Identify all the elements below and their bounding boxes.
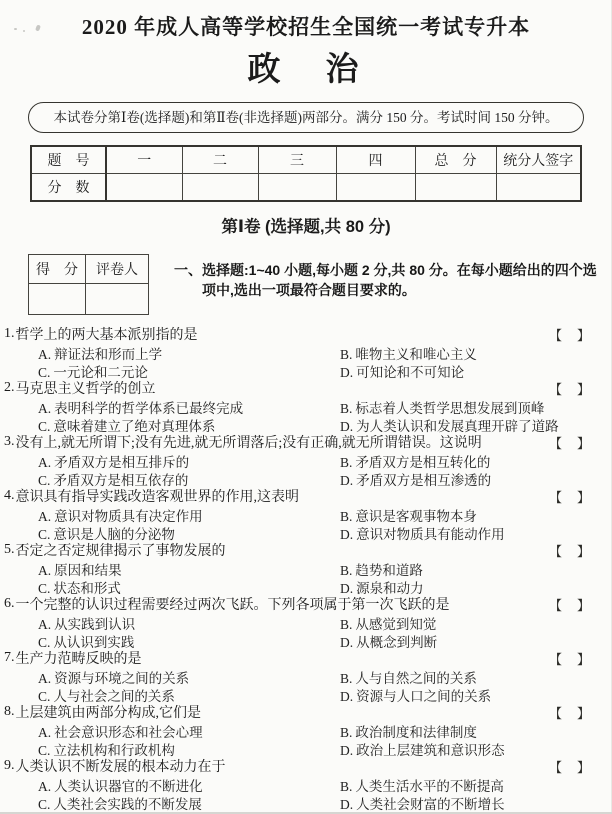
- option-d: [306, 523, 612, 541]
- option-label: B.: [340, 455, 353, 469]
- option-label: B.: [340, 563, 353, 577]
- question-number: 2.: [4, 380, 15, 395]
- option-text: 可知论和不可知论: [356, 365, 465, 379]
- option-a: [4, 505, 306, 523]
- question-list: [0, 325, 612, 811]
- question-stem: 哲学上的两大基本派别指的是: [15, 328, 198, 343]
- question-7: [4, 649, 612, 703]
- option-text: 从概念到判断: [356, 635, 438, 649]
- option-text: 意识是人脑的分泌物: [53, 527, 175, 541]
- question-stem: 上层建筑由两部分构成,它们是: [15, 706, 201, 721]
- option-text: 社会意识形态和社会心理: [54, 725, 203, 739]
- answer-brackets: [549, 649, 590, 668]
- option-a: [4, 721, 306, 739]
- option-label: A.: [38, 455, 52, 469]
- option-text: 标志着人类哲学思想发展到顶峰: [355, 401, 545, 415]
- option-label: A.: [38, 563, 52, 577]
- option-text: 资源与人口之间的关系: [356, 689, 492, 703]
- option-text: 从实践到认识: [54, 617, 136, 631]
- option-text: 政治制度和法律制度: [355, 725, 477, 739]
- option-label: A.: [38, 617, 52, 631]
- score-table-cell-two: 二: [182, 146, 258, 174]
- option-label: A.: [38, 401, 52, 415]
- score-table-cell-total: 总 分: [415, 146, 496, 174]
- option-label: A.: [38, 671, 52, 685]
- option-b: [306, 451, 612, 469]
- question-number: 5.: [4, 542, 15, 557]
- option-text: 一元论和二元论: [53, 365, 148, 379]
- option-label: D.: [340, 527, 354, 541]
- score-table-cell-four: 四: [336, 146, 415, 174]
- option-a: [4, 343, 306, 361]
- question-number: 8.: [4, 704, 15, 719]
- option-text: 矛盾双方是相互转化的: [355, 455, 491, 469]
- score-entry-cell: [29, 284, 86, 315]
- option-d: [306, 739, 612, 757]
- option-text: 人与自然之间的关系: [355, 671, 477, 685]
- option-d: [306, 793, 612, 811]
- option-d: [306, 361, 612, 379]
- option-c: [4, 469, 306, 487]
- bracket-close-icon: 】: [576, 489, 590, 505]
- question-6: [4, 595, 612, 649]
- option-label: C.: [38, 689, 51, 703]
- question-number: 6.: [4, 596, 15, 611]
- answer-brackets: [549, 433, 590, 452]
- option-text: 人类社会财富的不断增长: [356, 797, 505, 811]
- notice-text: 本试卷分第Ⅰ卷(选择题)和第Ⅱ卷(非选择题)两部分。满分 150 分。考试时间 150 分钟。: [53, 110, 559, 125]
- bracket-close-icon: 】: [576, 381, 590, 397]
- option-b: [306, 505, 612, 523]
- score-table-cell-signature: 统分人签字: [496, 146, 581, 174]
- option-b: [306, 667, 612, 685]
- score-table-cell-score-label: 分 数: [31, 174, 106, 202]
- bracket-open-icon: 【: [548, 651, 562, 667]
- option-text: 源泉和动力: [356, 581, 424, 595]
- bracket-open-icon: 【: [548, 543, 562, 559]
- answer-brackets: [549, 757, 590, 776]
- score-table-score-row: [31, 174, 581, 202]
- question-stem: 意识具有指导实践改造客观世界的作用,这表明: [15, 490, 299, 505]
- question-stem: 马克思主义哲学的创立: [15, 382, 156, 397]
- question-9: [4, 757, 612, 811]
- option-d: [306, 469, 612, 487]
- option-a: [4, 613, 306, 631]
- option-label: A.: [38, 347, 52, 361]
- score-label: 得 分: [29, 255, 86, 284]
- option-label: C.: [38, 581, 51, 595]
- option-b: [306, 613, 612, 631]
- option-label: B.: [340, 779, 353, 793]
- option-text: 意识是客观事物本身: [355, 509, 477, 523]
- bracket-open-icon: 【: [548, 327, 562, 343]
- grader-entry-cell: [86, 284, 149, 315]
- bracket-open-icon: 【: [548, 705, 562, 721]
- option-d: [306, 631, 612, 649]
- option-text: 意识对物质具有决定作用: [54, 509, 203, 523]
- option-text: 立法机构和行政机构: [53, 743, 175, 757]
- answer-brackets: [549, 541, 590, 560]
- option-a: [4, 667, 306, 685]
- option-label: C.: [38, 743, 51, 757]
- option-a: [4, 559, 306, 577]
- option-text: 人类社会实践的不断发展: [53, 797, 202, 811]
- option-label: D.: [340, 365, 354, 379]
- bracket-open-icon: 【: [548, 759, 562, 775]
- option-text: 人类认识器官的不断进化: [54, 779, 203, 793]
- question-8: [4, 703, 612, 757]
- option-label: D.: [340, 743, 354, 757]
- question-number: 7.: [4, 650, 15, 665]
- option-label: D.: [340, 635, 354, 649]
- question-number: 4.: [4, 488, 15, 503]
- option-b: [306, 397, 612, 415]
- option-text: 状态和形式: [53, 581, 121, 595]
- option-c: [4, 523, 306, 541]
- option-b: [306, 775, 612, 793]
- question-stem: 人类认识不断发展的根本动力在于: [15, 760, 226, 775]
- notice-box: [28, 102, 584, 133]
- score-cell-empty: [336, 174, 415, 202]
- option-text: 从感觉到知觉: [355, 617, 437, 631]
- grader-score-box: [28, 254, 149, 315]
- score-table-cell-one: 一: [106, 146, 182, 174]
- option-text: 辩证法和形而上学: [54, 347, 163, 361]
- option-a: [4, 451, 306, 469]
- option-c: [4, 739, 306, 757]
- option-text: 政治上层建筑和意识形态: [356, 743, 505, 757]
- question-number: 9.: [4, 758, 15, 773]
- option-d: [306, 577, 612, 595]
- option-text: 表明科学的哲学体系已最终完成: [54, 401, 244, 415]
- option-a: [4, 397, 306, 415]
- exam-title: 2020 年成人高等学校招生全国统一考试专升本: [81, 15, 531, 39]
- bracket-open-icon: 【: [548, 435, 562, 451]
- option-b: [306, 721, 612, 739]
- option-c: [4, 793, 306, 811]
- option-label: D.: [340, 419, 354, 433]
- question-4: [4, 487, 612, 541]
- question-number: 1.: [4, 326, 15, 341]
- option-label: C.: [38, 365, 51, 379]
- option-text: 意识对物质具有能动作用: [356, 527, 505, 541]
- option-label: C.: [38, 635, 51, 649]
- score-cell-empty: [496, 174, 581, 202]
- question-2: [4, 379, 612, 433]
- score-cell-empty: [106, 174, 182, 202]
- option-label: A.: [38, 779, 52, 793]
- instruction-line-2: 项中,选出一项最符合题目要求的。: [202, 282, 416, 298]
- option-label: B.: [340, 509, 353, 523]
- answer-brackets: [549, 379, 590, 398]
- option-c: [4, 685, 306, 703]
- option-text: 人类生活水平的不断提高: [355, 779, 504, 793]
- bracket-close-icon: 】: [576, 651, 590, 667]
- section1-instructions: [149, 254, 612, 315]
- scan-smudge: [14, 24, 48, 34]
- question-stem: 生产力范畴反映的是: [15, 652, 142, 667]
- option-text: 矛盾双方是相互依存的: [53, 473, 189, 487]
- option-label: C.: [38, 473, 51, 487]
- option-c: [4, 577, 306, 595]
- score-table-header-row: [31, 146, 581, 174]
- bracket-close-icon: 】: [576, 759, 590, 775]
- option-label: D.: [340, 689, 354, 703]
- score-table-cell-question-no: 题 号: [31, 146, 106, 174]
- instruction-line-1: 一、选择题:1~40 小题,每小题 2 分,共 80 分。在每小题给出的四个选: [174, 262, 597, 278]
- answer-brackets: [549, 595, 590, 614]
- option-text: 人与社会之间的关系: [53, 689, 175, 703]
- option-text: 资源与环境之间的关系: [54, 671, 190, 685]
- option-b: [306, 343, 612, 361]
- question-3: [4, 433, 612, 487]
- bracket-open-icon: 【: [548, 381, 562, 397]
- section1-intro: [0, 254, 612, 315]
- option-label: B.: [340, 347, 353, 361]
- bracket-close-icon: 】: [576, 543, 590, 559]
- option-text: 意味着建立了绝对真理体系: [53, 419, 216, 433]
- option-label: C.: [38, 527, 51, 541]
- score-cell-empty: [415, 174, 496, 202]
- option-b: [306, 559, 612, 577]
- option-label: B.: [340, 401, 353, 415]
- score-cell-empty: [258, 174, 336, 202]
- option-c: [4, 415, 306, 433]
- question-number: 3.: [4, 434, 15, 449]
- option-label: A.: [38, 725, 52, 739]
- option-label: B.: [340, 725, 353, 739]
- option-text: 矛盾双方是相互渗透的: [356, 473, 492, 487]
- score-table-cell-three: 三: [258, 146, 336, 174]
- option-label: D.: [340, 473, 354, 487]
- grader-label: 评卷人: [86, 255, 149, 284]
- section1-heading: 第Ⅰ卷 (选择题,共 80 分): [221, 218, 391, 236]
- bracket-open-icon: 【: [548, 489, 562, 505]
- score-cell-empty: [182, 174, 258, 202]
- option-text: 趋势和道路: [355, 563, 423, 577]
- bracket-open-icon: 【: [548, 597, 562, 613]
- answer-brackets: [549, 703, 590, 722]
- option-label: D.: [340, 797, 354, 811]
- option-text: 从认识到实践: [53, 635, 135, 649]
- option-c: [4, 631, 306, 649]
- answer-brackets: [549, 325, 590, 344]
- question-stem: 否定之否定规律揭示了事物发展的: [15, 544, 226, 559]
- question-5: [4, 541, 612, 595]
- bracket-close-icon: 】: [576, 327, 590, 343]
- option-label: A.: [38, 509, 52, 523]
- option-text: 原因和结果: [54, 563, 122, 577]
- option-c: [4, 361, 306, 379]
- option-text: 为人类认识和发展真理开辟了道路: [356, 419, 559, 433]
- option-d: [306, 685, 612, 703]
- question-stem: 没有上,就无所谓下;没有先进,就无所谓落后;没有正确,就无所谓错误。这说明: [15, 436, 482, 451]
- option-label: B.: [340, 617, 353, 631]
- score-table: [30, 145, 582, 202]
- option-label: D.: [340, 581, 354, 595]
- option-label: B.: [340, 671, 353, 685]
- option-text: 唯物主义和唯心主义: [355, 347, 477, 361]
- option-d: [306, 415, 612, 433]
- option-text: 矛盾双方是相互排斥的: [54, 455, 190, 469]
- bracket-close-icon: 】: [576, 705, 590, 721]
- answer-brackets: [549, 487, 590, 506]
- option-a: [4, 775, 306, 793]
- subject-title: 政 治: [247, 52, 365, 88]
- question-stem: 一个完整的认识过程需要经过两次飞跃。下列各项属于第一次飞跃的是: [15, 598, 450, 613]
- question-1: [4, 325, 612, 379]
- option-label: C.: [38, 419, 51, 433]
- bracket-close-icon: 】: [576, 597, 590, 613]
- option-label: C.: [38, 797, 51, 811]
- bracket-close-icon: 】: [576, 435, 590, 451]
